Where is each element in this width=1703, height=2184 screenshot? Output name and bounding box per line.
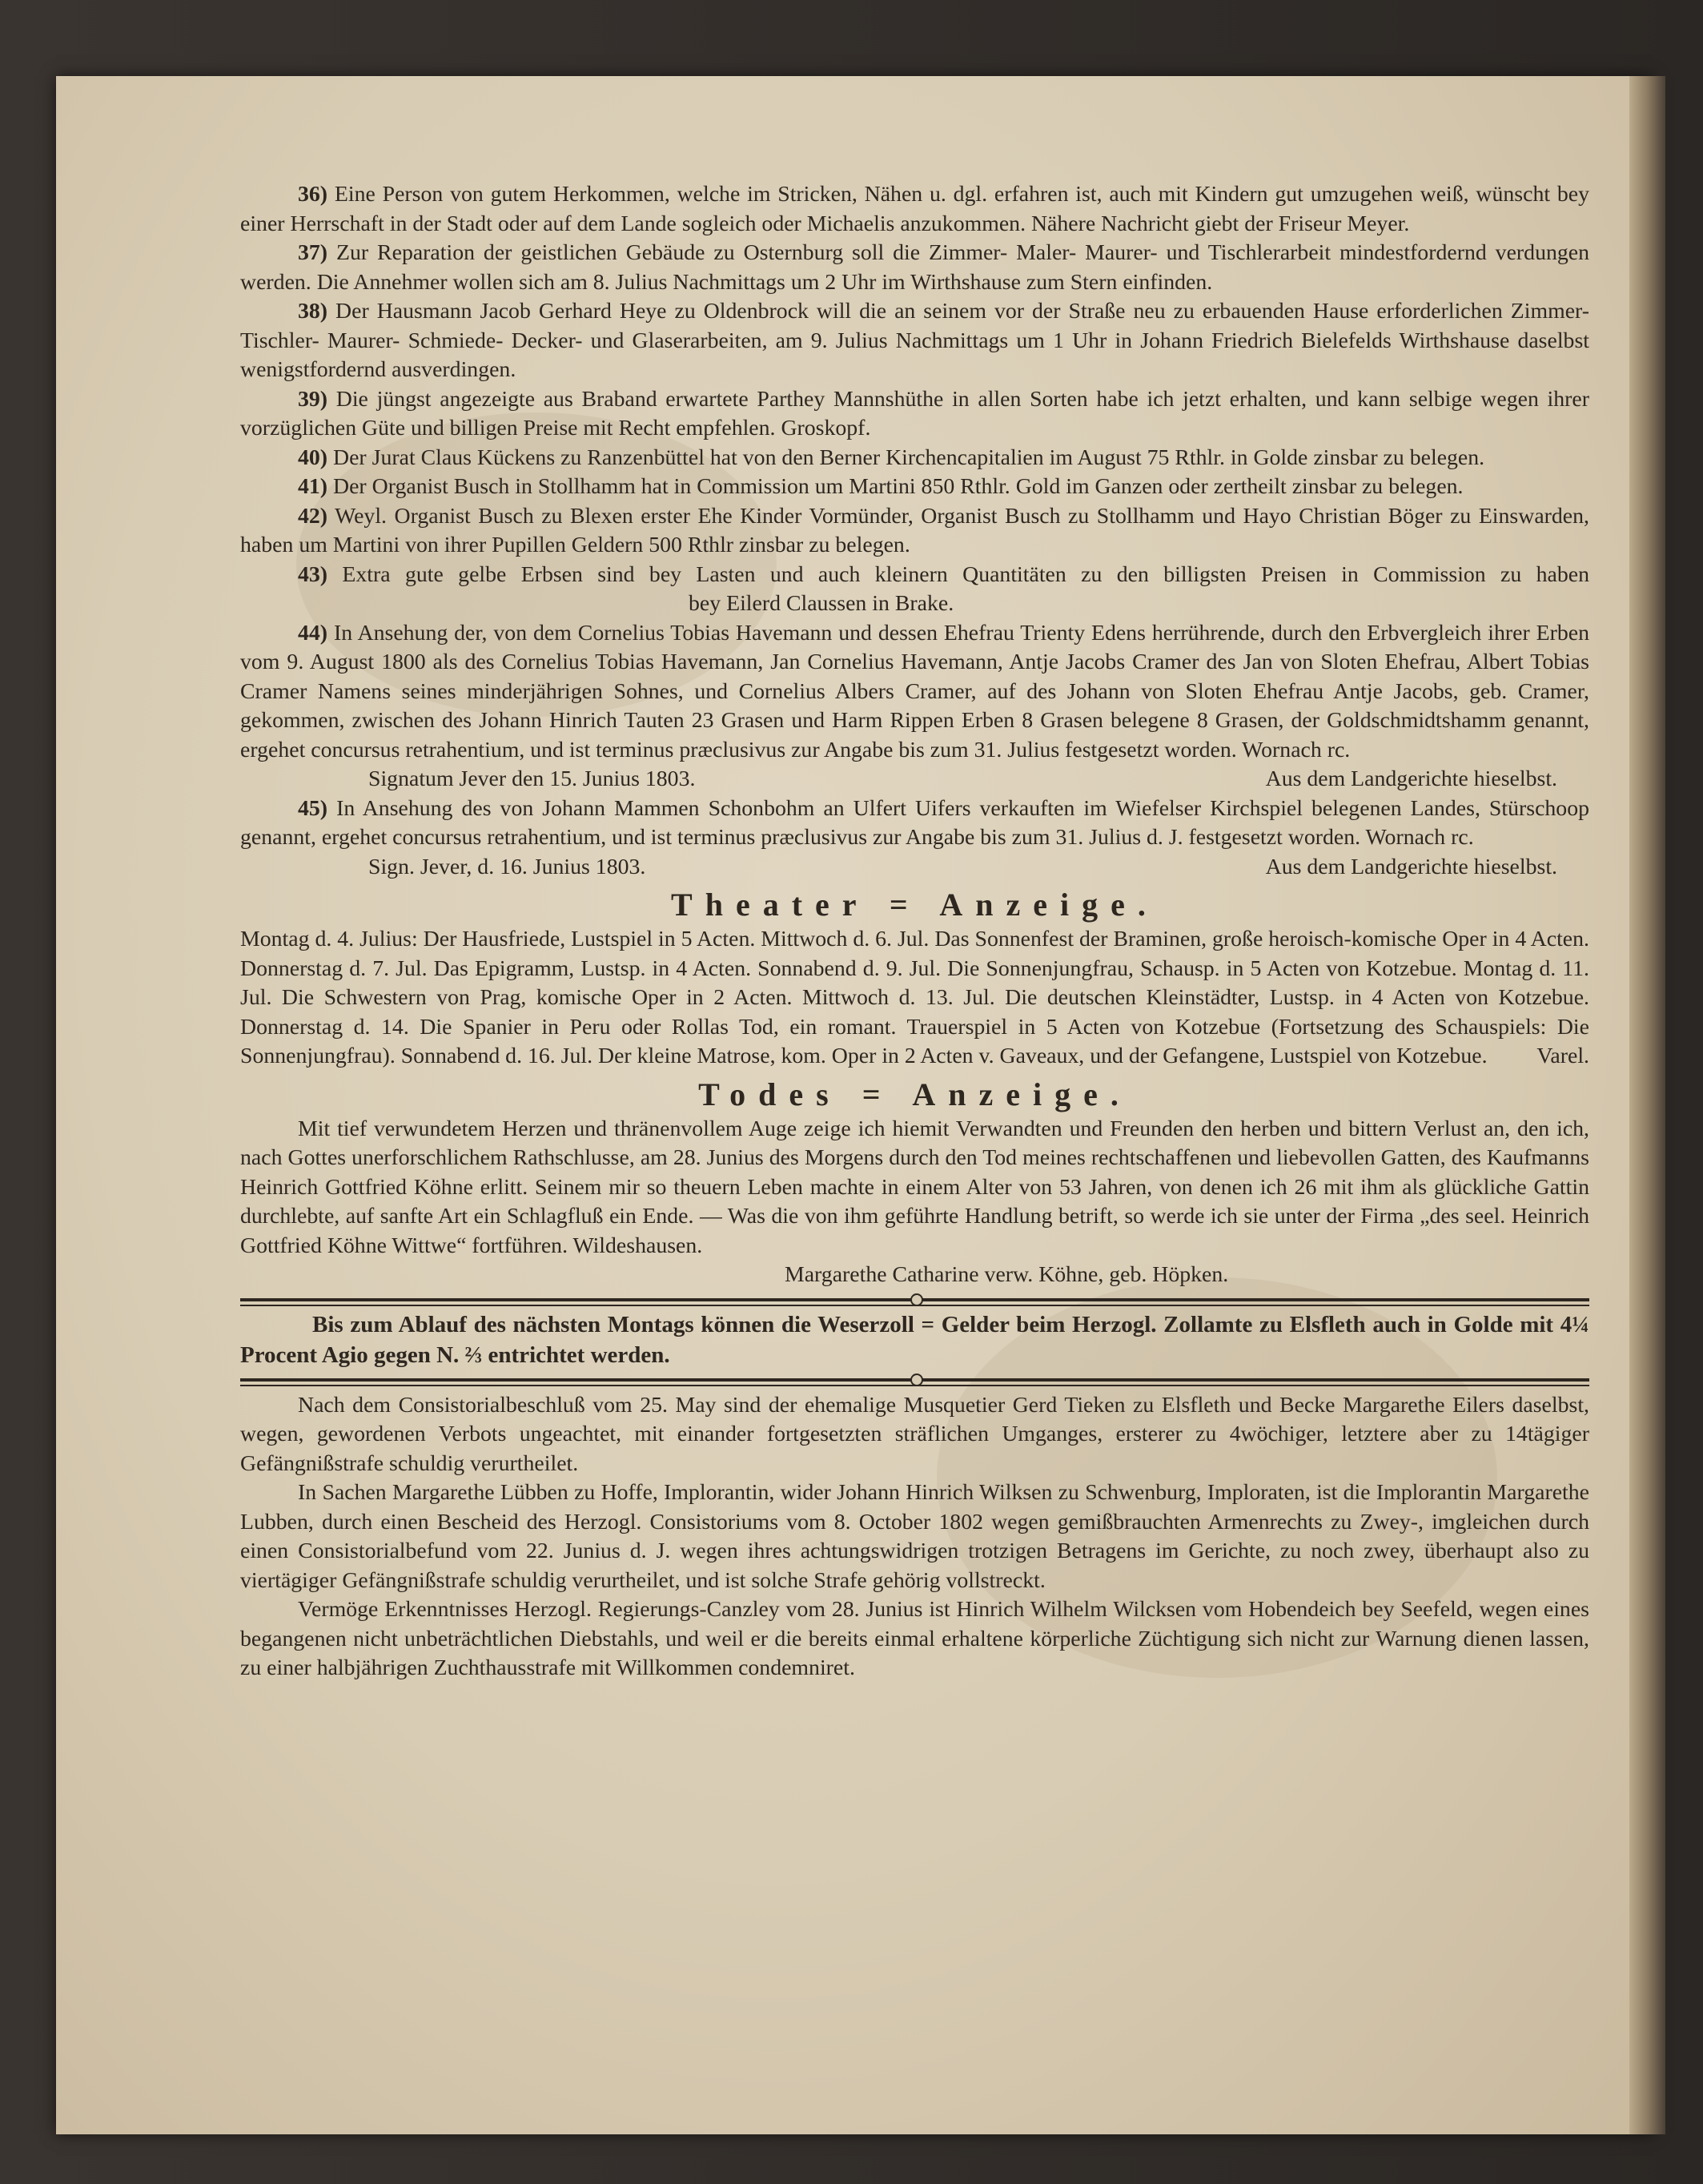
divider-ornament [910, 1293, 923, 1306]
signature-date-1: Signatum Jever den 15. Junius 1803. [368, 766, 696, 791]
ad-43-sign: bey Eilerd Claussen in Brake. [689, 591, 954, 616]
court-notice-3: Vermöge Erkenntnisses Herzogl. Regierungs-Canzley vom 28. Junius ist Hinrich Wilhelm Wilcksen vom Hobendeich bey Seefeld, wegen eines begangenen nicht unbeträchtlichen Diebstahls, und weil er die bereits einmal erhaltene körperliche Züchtigung sich nicht zur Warnung dienen lassen, zu einer halbjährigen Zuchthausstrafe mit Willkommen condemniret. [240, 1597, 1589, 1680]
signature-court-1: Aus dem Landgerichte hieselbst. [1265, 766, 1557, 791]
divider-ornament [910, 1374, 923, 1386]
book-gutter [1629, 76, 1665, 2134]
ad-45: 45) In Ansehung des von Johann Mammen Schonbohm an Ulfert Uifers verkauften im Wiefelser Kirchspiel belegenen Landes, Stürschoop genannt, ergehet concursus retrahentium, und ist terminus præclusivus zur Angabe bis zum 31. Julius d. J. festgesetzt worden. Wornach rc. [240, 795, 1590, 850]
theatre-place: Varel. [1536, 1044, 1589, 1068]
divider-top [240, 1298, 1589, 1301]
death-text: Mit tief verwundetem Herzen und thränenvollem Auge zeige ich hiemit Verwandten und Freunden den herben und bittern Verlust an, den ich, nach Gottes unerforschlichem Rathschlusse, am 28. Junius des Morgens durch den Tod meines rechtschaffenen und liebevollen Gatten, des Kaufmanns Heinrich Gottfried Köhne erlitt. Seinem mir so theuern Leben machte in einem Alter von 53 Jahren, von denen ich 26 mit ihm als glückliche Gattin durchlebte, auf sanfte Art ein Schlagfluß ein Ende. — Was die von ihm geführte Handlung betrift, so werde ich sie unter der Firma „des seel. Heinrich Gottfried Köhne Wittwe“ fortführen. Wildeshausen. [240, 1116, 1589, 1258]
signature-line-1 [240, 765, 1589, 794]
divider-bottom [240, 1378, 1589, 1382]
death-signature: Margarethe Catharine verw. Köhne, geb. Höpken. [785, 1262, 1229, 1287]
court-notice-2: In Sachen Margarethe Lübben zu Hoffe, Implorantin, wider Johann Hinrich Wilksen zu Schwenburg, Imploraten, ist die Implorantin Margarethe Lubben, durch einen Bescheid des Herzogl. Consistoriums vom 8. October 1802 wegen gemißbrauchten Armenrechts zu Zwey-, imgleichen durch einen Consistorialbefund vom 22. Junius d. J. wegen ihres achtungswidrigen trotzigen Betragens im Gerichte, zu noch zwey, überhaupt also zu viertägiger Gefängnißstrafe schuldig verurtheilet, und ist solche Strafe gehörig vollstreckt. [240, 1480, 1589, 1593]
customs-notice: Bis zum Ablauf des nächsten Montags können die Weserzoll = Gelder beim Herzogl. Zollamte zu Elsfleth auch in Golde mit 4¼ Procent Agio gegen N. ⅔ entrichtet werden. [240, 1311, 1589, 1368]
signature-date-2: Sign. Jever, d. 16. Junius 1803. [368, 854, 646, 879]
ad-38: 38) Der Hausmann Jacob Gerhard Heye zu Oldenbrock will die an seinem vor der Straße neu zu erbauenden Hause erforderlichen Zimmer- Tischler- Maurer- Schmiede- Decker- und Glaserarbeiten, am 9. Julius Nachmittags um 1 Uhr in Johann Friedrich Bielefelds Wirthshause daselbst wenigstfordernd ausverdingen. [240, 299, 1589, 382]
signature-court-2: Aus dem Landgerichte hieselbst. [1265, 854, 1557, 879]
ad-37: 37) Zur Reparation der geistlichen Gebäude zu Osternburg soll die Zimmer- Maler- Maurer- und Tischlerarbeit mindestfordernd verdungen werden. Die Annehmer wollen sich am 8. Julius Nachmittags um 2 Uhr im Wirthshause zum Stern einfinden. [240, 240, 1589, 295]
page-text [240, 180, 1589, 1683]
court-notice-1: Nach dem Consistorialbeschluß vom 25. May sind der ehemalige Musquetier Gerd Tieken zu Elsfleth und Becke Margarethe Eilers daselbst, wegen, gewordenen Verbots ungeachtet, mit einander fortgesetzten sträflichen Umganges, ersterer zu 4wöchiger, letztere aber zu 14tägiger Gefängnißstrafe schuldig verurtheilet. [240, 1392, 1589, 1476]
ad-39: 39) Die jüngst angezeigte aus Braband erwartete Parthey Mannshüthe in allen Sorten habe ich jetzt erhalten, und kann selbige wegen ihrer vorzüglichen Güte und billigen Preise mit Recht empfehlen. Groskopf. [240, 386, 1590, 440]
signature-line-2 [240, 853, 1589, 883]
ad-43: 43) Extra gute gelbe Erbsen sind bey Lasten und auch kleinern Quantitäten zu den billigsten Preisen in Commission zu habenbey Eilerd Claussen in Brake. [298, 561, 1590, 616]
ad-40: 40) Der Jurat Claus Kückens zu Ranzenbüttel hat von den Berner Kirchencapitalien im August 75 Rthlr. in Golde zinsbar zu belegen. [298, 444, 1485, 470]
ad-36: 36) Eine Person von gutem Herkommen, welche im Stricken, Nähen u. dgl. erfahren ist, auch mit Kindern gut umzugehen weiß, wünscht bey einer Herrschaft in der Stadt oder auf dem Lande sogleich oder Michaelis anzukommen. Nähere Nachricht giebt der Friseur Meyer. [240, 182, 1590, 236]
ad-42: 42) Weyl. Organist Busch zu Blexen erster Ehe Kinder Vormünder, Organist Busch zu Stollhamm und Hayo Christian Böger zu Einswarden, haben um Martini von ihrer Pupillen Geldern 500 Rthlr zinsbar zu belegen. [240, 503, 1589, 557]
ad-41: 41) Der Organist Busch in Stollhamm hat in Commission um Martini 850 Rthlr. Gold im Ganzen oder zertheilt zinsbar zu belegen. [298, 474, 1464, 499]
theatre-text: Montag d. 4. Julius: Der Hausfriede, Lustspiel in 5 Acten. Mittwoch d. 6. Jul. Das Sonnenfest der Braminen, große heroisch-komische Oper in 4 Acten. Donnerstag d. 7. Jul. Das Epigramm, Lustsp. in 4 Acten. Sonnabend d. 9. Jul. Die Sonnenjungfrau, Schausp. in 5 Acten von Kotzebue. Montag d. 11. Jul. Die Schwestern von Prag, komische Oper in 2 Acten. Mittwoch d. 13. Jul. Die deutschen Kleinstädter, Lustsp. in 4 Acten von Kotzebue. Donnerstag d. 14. Die Spanier in Peru oder Rollas Tod, ein romant. Trauerspiel in 5 Acten von Kotzebue (Fortsetzung des Schauspiels: Die Sonnenjungfrau). Sonnabend d. 16. Jul. Der kleine Matrose, kom. Oper in 2 Acten v. Gaveaux, und der Gefangene, Lustspiel von Kotzebue. Varel. [240, 925, 1589, 1072]
ad-44: 44) In Ansehung der, von dem Cornelius Tobias Havemann und dessen Ehefrau Trienty Edens herrührende, durch den Erbvergleich ihrer Erben vom 9. August 1800 als des Cornelius Tobias Havemann, Jan Cornelius Havemann, Antje Jacobs Cramer des Jan von Sloten Ehefrau, Albert Tobias Cramer Namens seines minderjährigen Sohnes, und Cornelius Albers Cramer, auf des Johann von Sloten Ehefrau Antje Jacobs, geb. Cramer, gekommen, zwischen des Johann Hinrich Tauten 23 Grasen und Harm Rippen Erben 8 Grasen belegene 8 Grasen, der Goldschmidtshamm genannt, ergehet concursus retrahentium, und ist terminus præclusivus zur Angabe bis zum 31. Julius festgesetzt worden. Wornach rc. [240, 620, 1589, 762]
theatre-heading: Theater = Anzeige. [671, 887, 1159, 923]
death-heading: Todes = Anzeige. [698, 1076, 1131, 1112]
